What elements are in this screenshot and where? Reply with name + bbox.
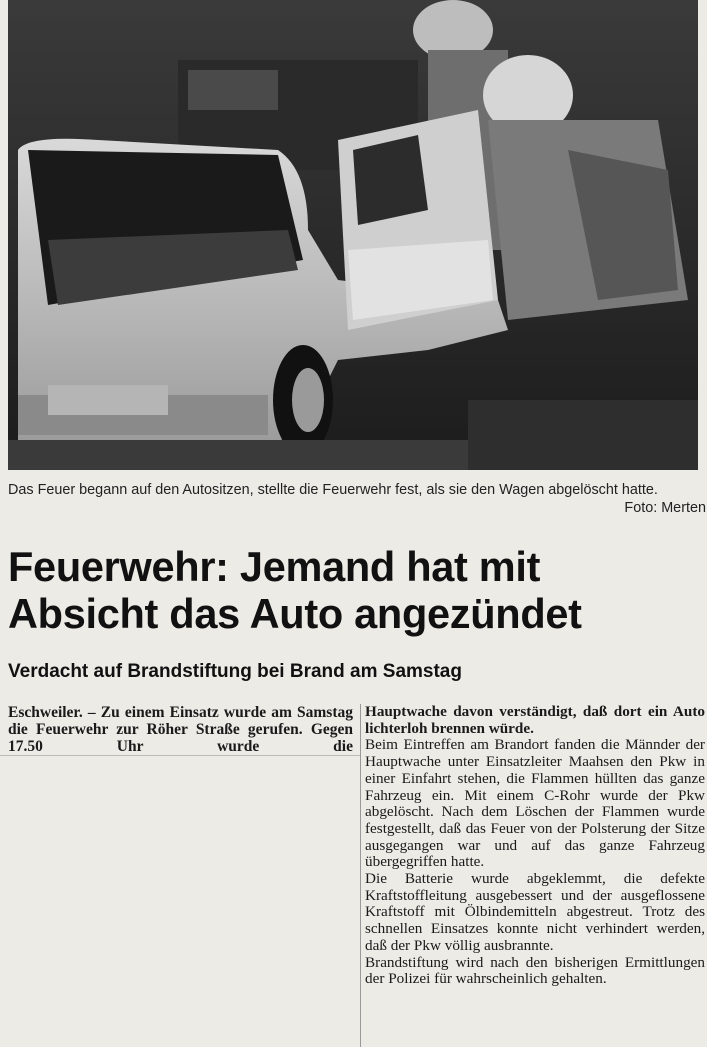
- article-paragraph-1: Beim Eintreffen am Brandort fanden die Männder der Hauptwache unter Einsatzleiter Maahsen den Pkw in einer Einfahrt stehen, die Flammen hüllten das ganze Fahrzeug ein. Mit einem C-Rohr wurde der Pkw abgelöscht. Nach dem Löschen der Flammen wurde festgestellt, daß das Feuer von der Polsterung der Sitze ausgegangen war und auf das ganze Fahrzeug übergegriffen hatte.: [365, 736, 705, 871]
- headline-line-1: Feuerwehr: Jemand hat mit: [8, 543, 541, 590]
- article-intro-continued: Hauptwache davon verständigt, daß dort ein Auto lichterloh brennen würde.: [365, 703, 705, 737]
- photo-caption: [8, 482, 706, 517]
- column-rule: [0, 755, 360, 756]
- news-photo: [8, 0, 698, 470]
- caption-text: Das Feuer begann auf den Autositzen, stellte die Feuerwehr fest, als sie den Wagen abgelöscht hatte.: [8, 482, 658, 498]
- article-paragraph-2: Die Batterie wurde abgeklemmt, die defekte Kraftstoffleitung ausgebessert und der ausgeflossene Kraftstoff mit Ölbindemitteln abgestreut. Trotz des schnellen Einsatzes konnte nicht verhindert werden, daß der Pkw völlig ausbrannte.: [365, 870, 705, 954]
- burnt-car-photo: [8, 0, 698, 470]
- column-divider: [360, 704, 361, 1047]
- article-headline: [8, 543, 703, 637]
- article-intro: Eschweiler. – Zu einem Einsatz wurde am Samstag die Feuerwehr zur Röher Straße gerufen. Gegen 17.50 Uhr wurde die: [8, 704, 353, 755]
- article-paragraph-3: Brandstiftung wird nach den bisherigen Ermittlungen der Polizei für wahrscheinlich gehalten.: [365, 953, 705, 988]
- headline-line-2: Absicht das Auto angezündet: [8, 590, 582, 637]
- article-subheadline: Verdacht auf Brandstiftung bei Brand am Samstag: [8, 661, 462, 682]
- article-body: [365, 704, 705, 988]
- photo-credit: Foto: Merten: [624, 499, 706, 516]
